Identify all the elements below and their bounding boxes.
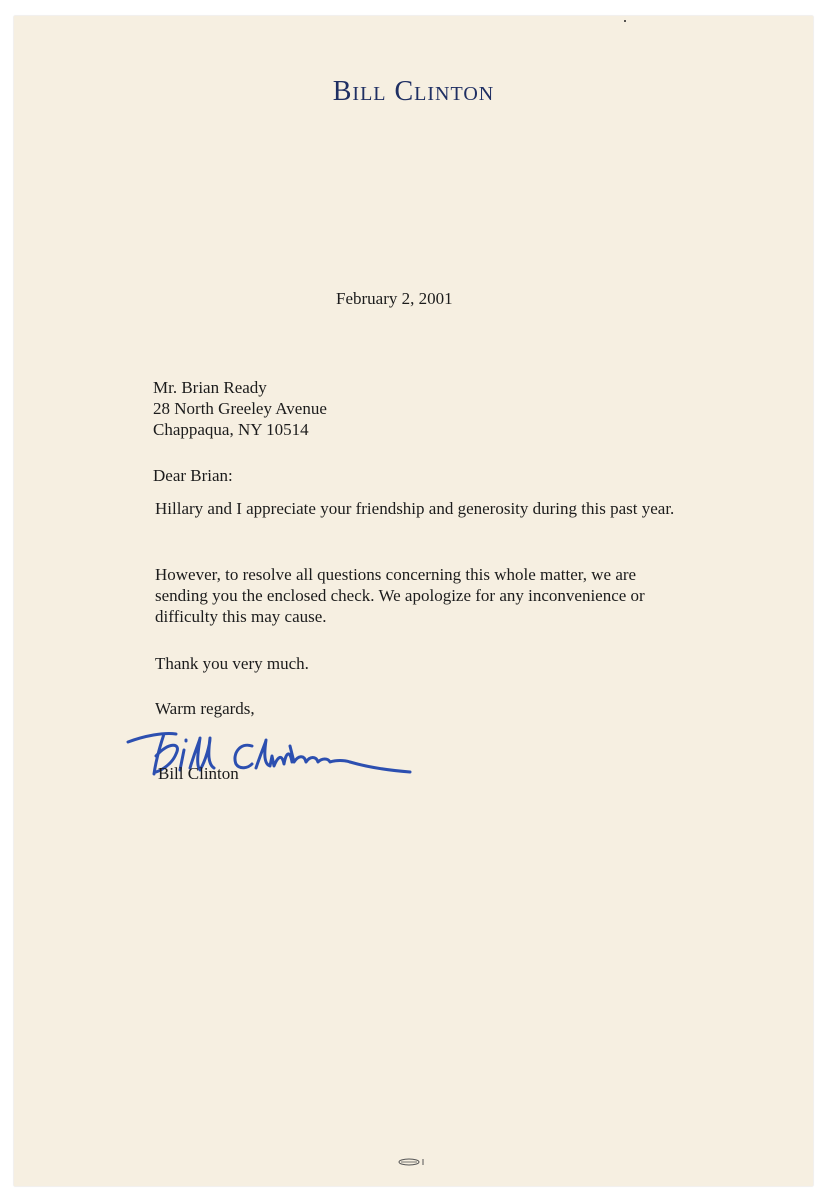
salutation: Dear Brian: [153,466,233,485]
body-paragraph-2: However, to resolve all questions concerning this whole matter, we are sending you the enclosed check. We apologize for any inconvenience or difficulty this may cause. [155,565,645,626]
body-paragraph-3: Thank you very much. [155,654,309,673]
letter-page [14,16,813,1186]
letterhead-name: Bill Clinton [332,76,495,107]
recipient-address [153,377,327,440]
letter-date: February 2, 2001 [336,289,453,308]
union-bug-mark [395,1158,427,1166]
recipient-street: 28 North Greeley Avenue [153,399,327,418]
closing: Warm regards, [155,699,255,718]
recipient-name: Mr. Brian Ready [153,378,267,397]
paper-speck [624,20,626,22]
body-paragraph-1: Hillary and I appreciate your friendship and generosity during this past year. [155,499,675,518]
recipient-city: Chappaqua, NY 10514 [153,420,309,439]
signer-name: Bill Clinton [158,764,239,783]
